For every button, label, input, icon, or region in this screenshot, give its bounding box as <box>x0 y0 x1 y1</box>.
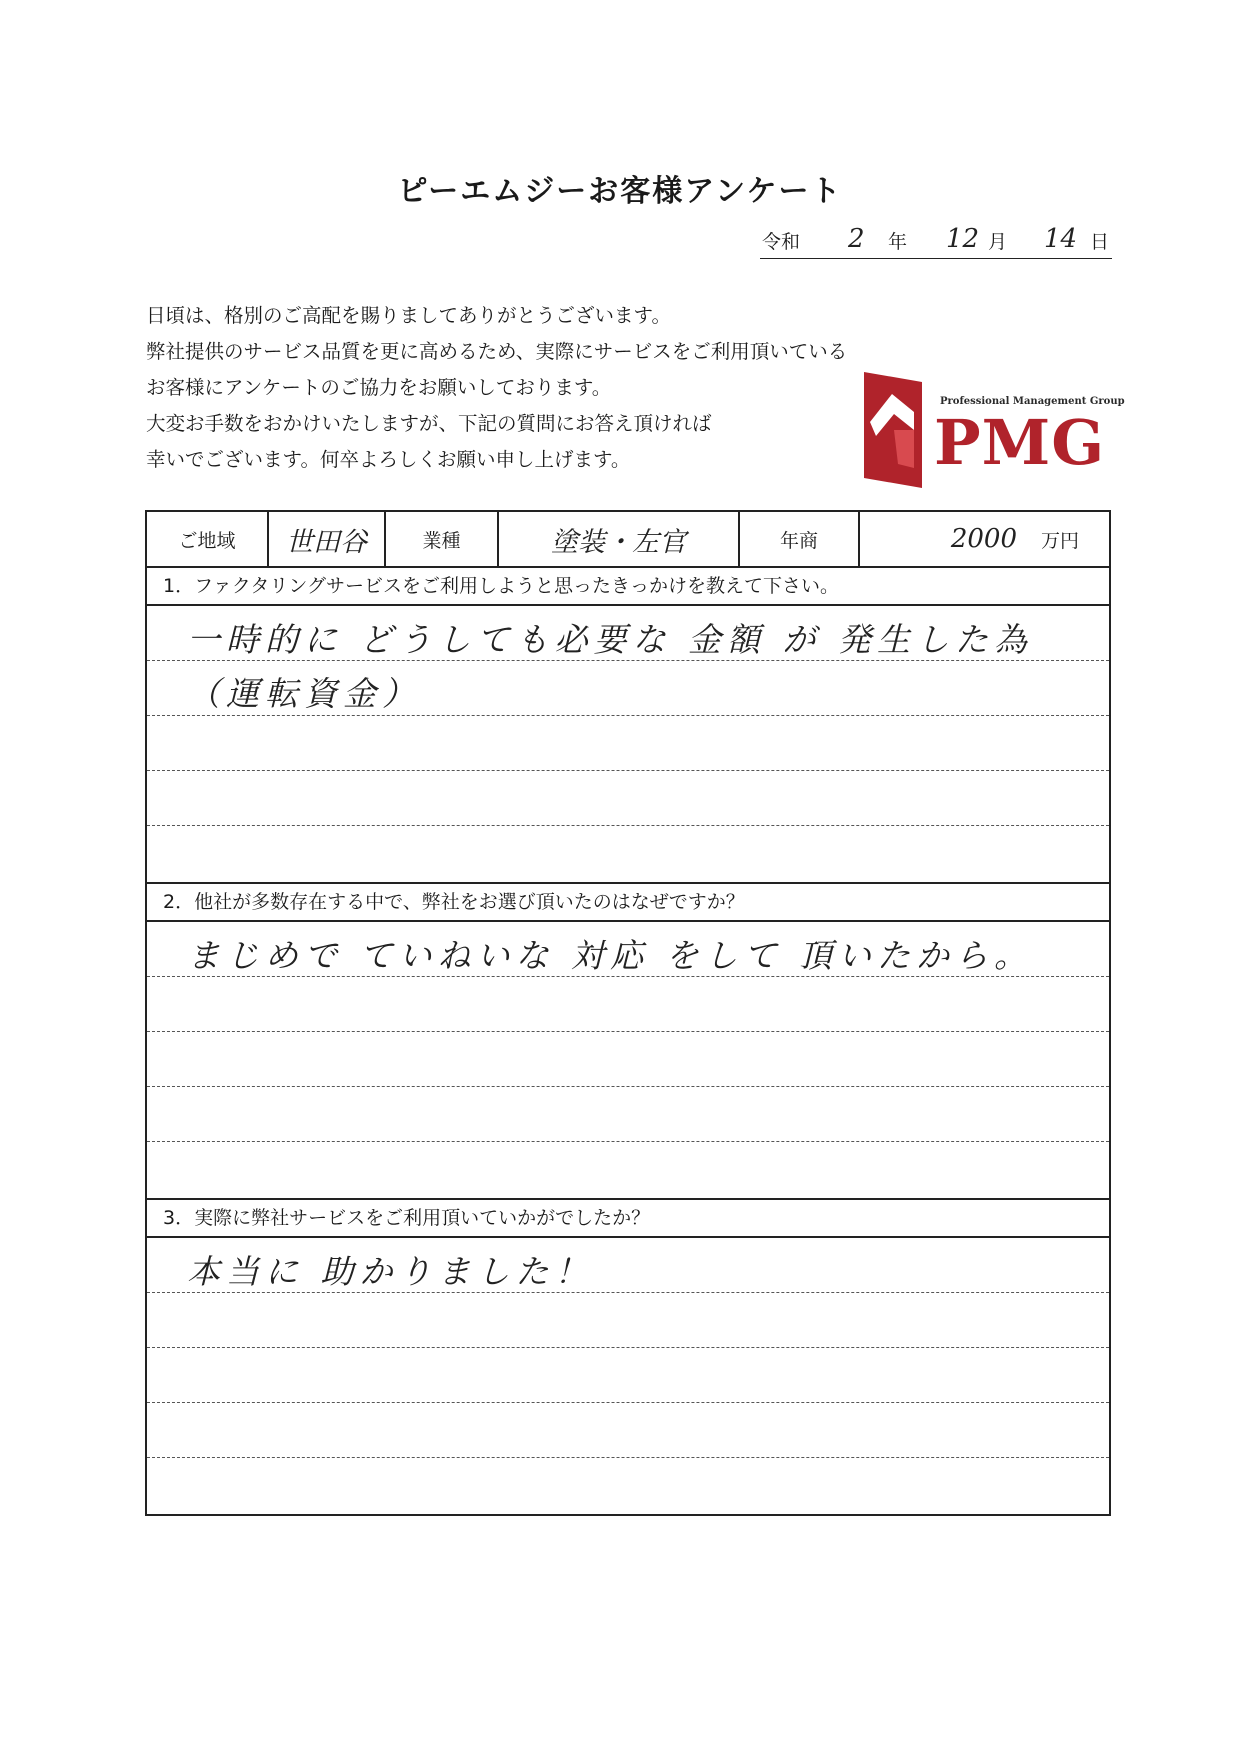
region-label: ご地域 <box>147 512 269 566</box>
revenue-field[interactable] <box>860 512 1109 566</box>
intro-line: 日頃は、格別のご高配を賜りましてありがとうございます。 <box>146 304 671 327</box>
ruled-line <box>147 715 1109 716</box>
ruled-line <box>147 770 1109 771</box>
ruled-line <box>147 1457 1109 1458</box>
ruled-line <box>147 1141 1109 1142</box>
logo-mark-icon <box>864 372 922 488</box>
revenue-unit: 万円 <box>1040 529 1079 552</box>
intro-text <box>146 298 847 478</box>
form-header-row <box>147 512 1109 568</box>
ruled-line <box>147 1347 1109 1348</box>
question-1: 1．ファクタリングサービスをご利用しようと思ったきっかけを教えて下さい。 <box>147 566 1109 606</box>
survey-form <box>145 510 1111 1516</box>
question-3: 3．実際に弊社サービスをご利用頂いていかがでしたか？ <box>147 1198 1109 1238</box>
ruled-line <box>147 1086 1109 1087</box>
industry-label: 業種 <box>386 512 499 566</box>
date-day-label: 日 <box>1090 231 1110 253</box>
ruled-line <box>147 825 1109 826</box>
answer-1-area[interactable] <box>147 606 1109 884</box>
intro-line: 幸いでございます。何卒よろしくお願い申し上げます。 <box>146 448 631 471</box>
page-title: ピーエムジーお客様アンケート <box>397 174 843 209</box>
date-era-label: 令和 <box>762 231 801 253</box>
answer-3-area[interactable] <box>147 1238 1109 1514</box>
intro-line: 大変お手数をおかけいたしますが、下記の質問にお答え頂ければ <box>146 412 712 435</box>
region-field[interactable] <box>269 512 386 566</box>
answer-1-line-1: 一時的に どうしても必要な 金額 が 発生した為 <box>187 620 1033 659</box>
date-day-value: 14 <box>1044 224 1078 254</box>
question-2: 2．他社が多数存在する中で、弊社をお選び頂いたのはなぜですか？ <box>147 882 1109 922</box>
date-year-label: 年 <box>888 231 908 253</box>
region-value: 世田谷 <box>286 526 367 558</box>
logo-tagline: Professional Management Group <box>940 396 1125 407</box>
revenue-value: 2000 <box>950 524 1017 554</box>
date-year-value: 2 <box>848 224 865 254</box>
ruled-line <box>147 1031 1109 1032</box>
answer-2-area[interactable] <box>147 922 1109 1200</box>
intro-line: 弊社提供のサービス品質を更に高めるため、実際にサービスをご利用頂いている <box>146 340 848 363</box>
industry-value: 塗装・左官 <box>551 526 686 558</box>
answer-2-line-1: まじめで ていねいな 対応 をして 頂いたから。 <box>187 936 1033 975</box>
ruled-line <box>147 1402 1109 1403</box>
logo-wordmark: PMG <box>934 406 1106 479</box>
answer-1-line-2: （運転資金） <box>187 674 421 713</box>
date-month-label: 月 <box>988 231 1008 253</box>
revenue-label: 年商 <box>740 512 860 566</box>
intro-line: お客様にアンケートのご協力をお願いしております。 <box>146 376 612 399</box>
answer-3-line-1: 本当に 助かりました！ <box>187 1252 594 1291</box>
industry-field[interactable] <box>499 512 740 566</box>
date-month-value: 12 <box>946 224 980 254</box>
pmg-logo <box>864 372 1125 488</box>
date-field <box>760 226 1112 259</box>
